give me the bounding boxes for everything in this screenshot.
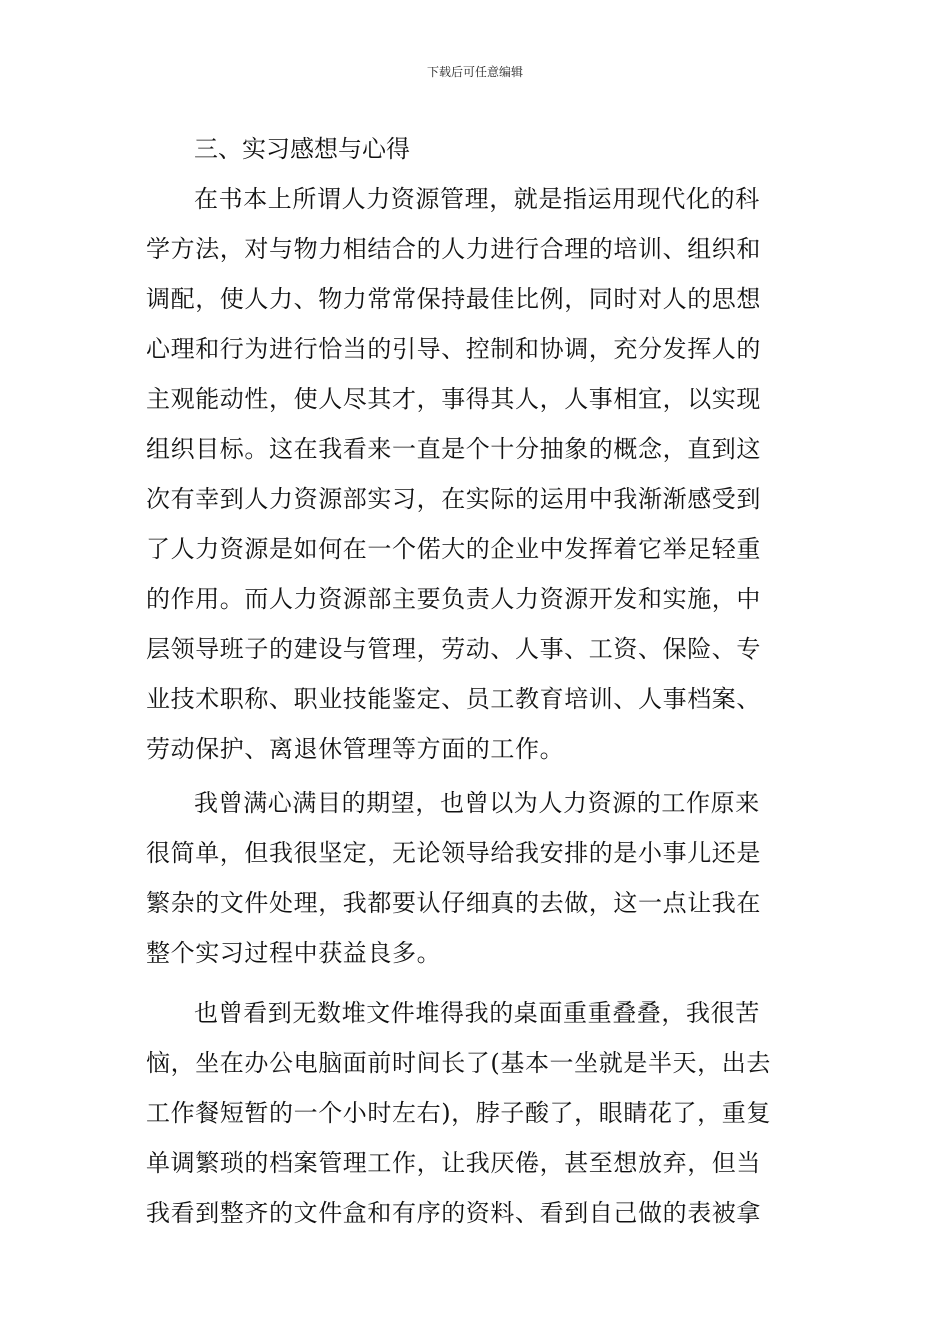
text-line: 了人力资源是如何在一个偌大的企业中发挥着它举足轻重 xyxy=(146,535,761,563)
text-line: 业技术职称、职业技能鉴定、员工教育培训、人事档案、 xyxy=(146,685,761,713)
paragraph-spacer xyxy=(146,978,806,988)
paragraph-1 xyxy=(146,174,806,774)
text-line: 也曾看到无数堆文件堆得我的桌面重重叠叠，我很苦 xyxy=(194,999,760,1027)
text-line: 劳动保护、离退休管理等方面的工作。 xyxy=(146,735,565,763)
page-header: 下载后可任意编辑 xyxy=(426,65,523,79)
text-line: 我看到整齐的文件盒和有序的资料、看到自己做的表被拿 xyxy=(146,1199,761,1227)
text-line: 调配，使人力、物力常常保持最佳比例，同时对人的思想 xyxy=(146,285,761,313)
text-line: 心理和行为进行恰当的引导、控制和协调，充分发挥人的 xyxy=(146,335,761,363)
section-title: 三、实习感想与心得 xyxy=(194,135,410,163)
text-line: 学方法，对与物力相结合的人力进行合理的培训、组织和 xyxy=(146,235,761,263)
text-line: 单调繁琐的档案管理工作，让我厌倦，甚至想放弃，但当 xyxy=(146,1149,761,1177)
text-line: 的作用。而人力资源部主要负责人力资源开发和实施，中 xyxy=(146,585,761,613)
text-line: 工作餐短暂的一个小时左右)，脖子酸了，眼睛花了，重复 xyxy=(146,1099,771,1127)
text-line: 繁杂的文件处理，我都要认仔细真的去做，这一点让我在 xyxy=(146,889,761,917)
text-line: 层领导班子的建设与管理，劳动、人事、工资、保险、专 xyxy=(146,635,761,663)
text-line: 整个实习过程中获益良多。 xyxy=(146,939,442,967)
text-line: 次有幸到人力资源部实习，在实际的运用中我渐渐感受到 xyxy=(146,485,761,513)
text-line: 恼，坐在办公电脑面前时间长了(基本一坐就是半天，出去 xyxy=(146,1049,771,1077)
paragraph-3 xyxy=(146,988,806,1238)
text-line: 很简单，但我很坚定，无论领导给我安排的是小事儿还是 xyxy=(146,839,761,867)
text-line: 组织目标。这在我看来一直是个十分抽象的概念，直到这 xyxy=(146,435,761,463)
text-line: 我曾满心满目的期望，也曾以为人力资源的工作原来 xyxy=(194,789,760,817)
text-line: 在书本上所谓人力资源管理，就是指运用现代化的科 xyxy=(194,185,760,213)
paragraph-2 xyxy=(146,778,806,978)
document-body xyxy=(146,124,806,1238)
text-line: 主观能动性，使人尽其才，事得其人，人事相宜，以实现 xyxy=(146,385,761,413)
